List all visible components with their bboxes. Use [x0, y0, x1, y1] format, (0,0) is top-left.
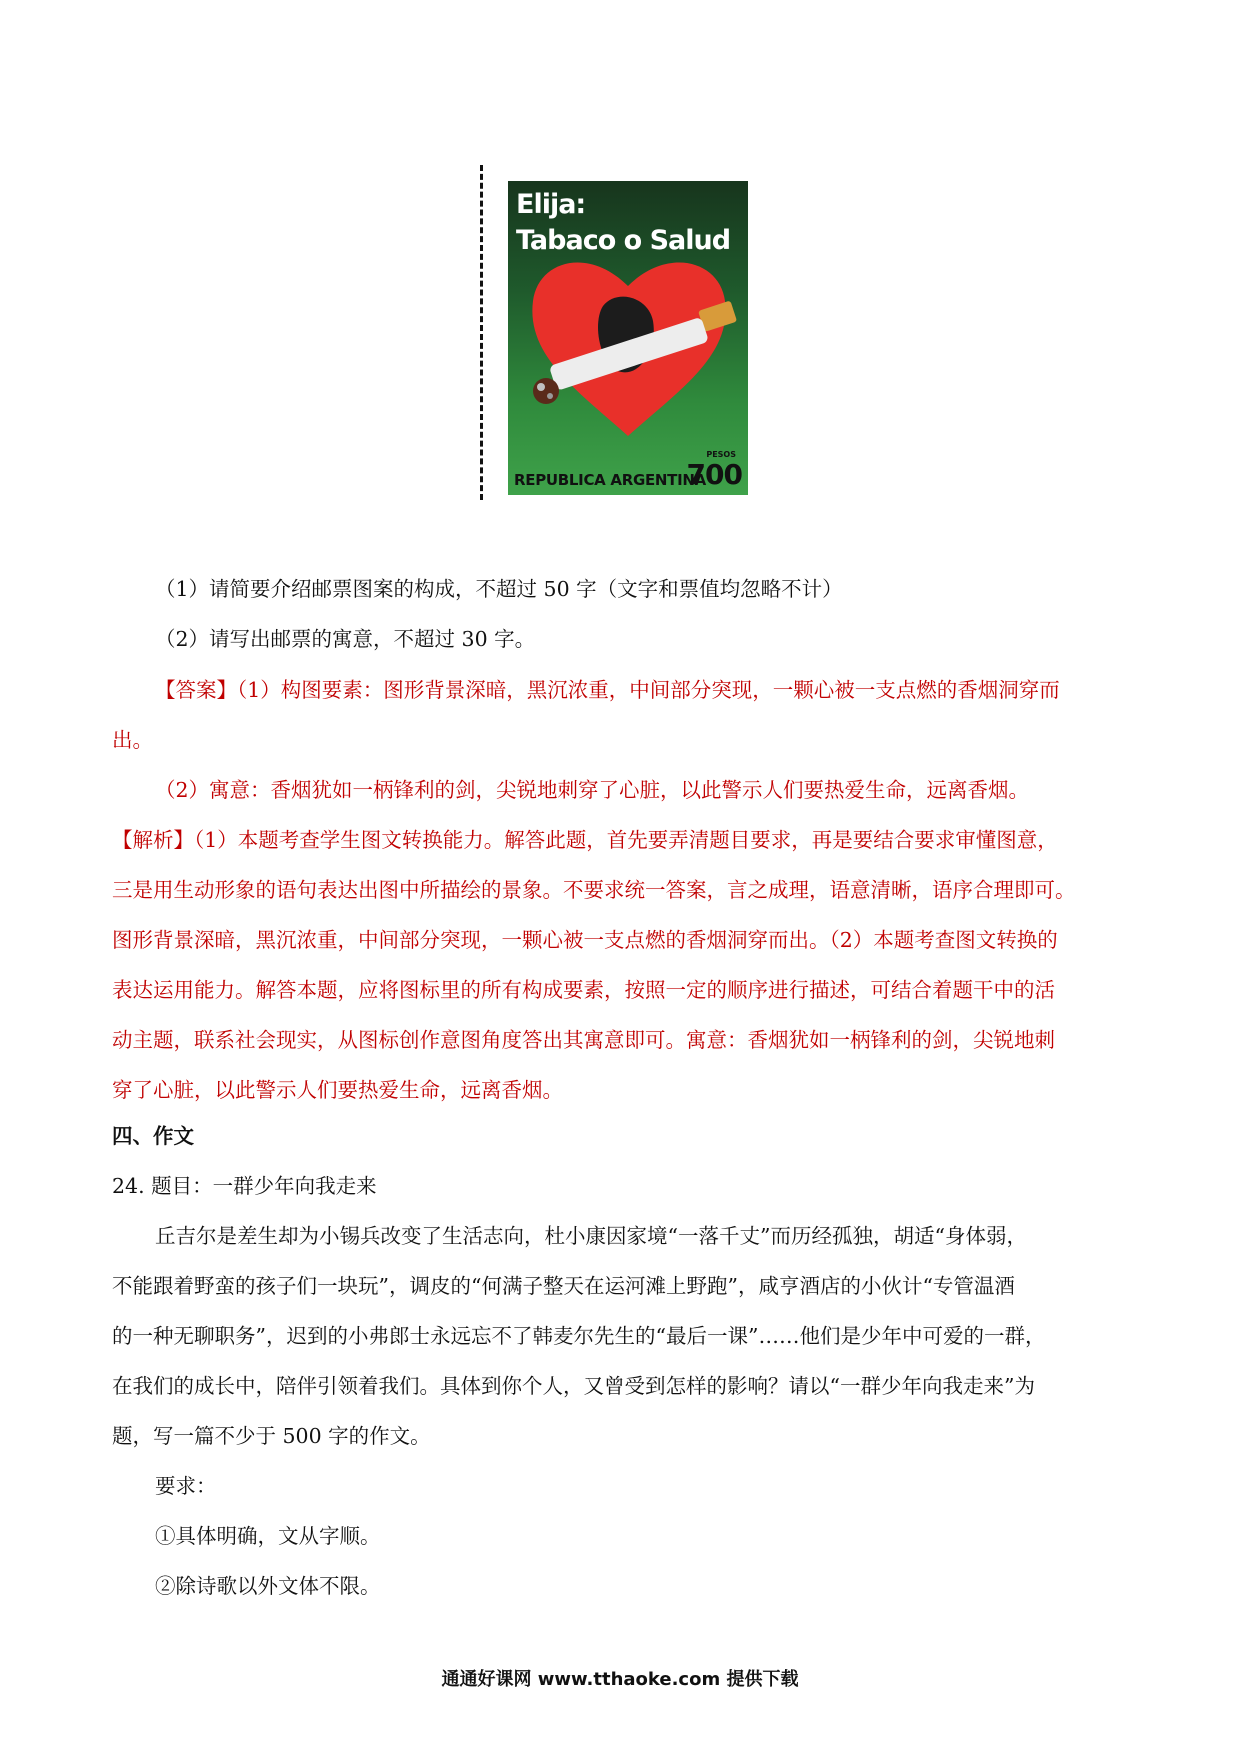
- analysis-label: 【解析】: [112, 828, 194, 852]
- prompt-line-4: 在我们的成长中，陪伴引领着我们。具体到你个人，又曾受到怎样的影响？请以“一群少年向我走来”为: [112, 1374, 1035, 1398]
- stamp-title-line1: Elija:: [516, 189, 586, 220]
- prompt-line-3: 的一种无聊职务”，迟到的小弗郎士永远忘不了韩麦尔先生的“最后一课”……他们是少年中可爱的一群，: [112, 1324, 1046, 1348]
- prompt-line-5: 题，写一篇不少于 500 字的作文。: [112, 1424, 431, 1448]
- requirements-label: 要求：: [155, 1474, 217, 1498]
- prompt-line-2: 不能跟着野蛮的孩子们一块玩”，调皮的“何满子整天在运河滩上野跑”，咸亨酒店的小伙计“专管温酒: [112, 1274, 1015, 1298]
- stamp-title-line2: Tabaco o Salud: [516, 225, 731, 256]
- section-heading: 四、作文: [112, 1124, 194, 1148]
- question-1: （1）请简要介绍邮票图案的构成，不超过 50 字（文字和票值均忽略不计）: [155, 577, 843, 601]
- answer-line-2: 出。: [112, 728, 153, 752]
- analysis-line-6: 穿了心脏，以此警示人们要热爱生命，远离香烟。: [112, 1078, 563, 1102]
- heart-cigarette-illustration: [508, 241, 748, 441]
- answer-label: 【答案】: [155, 678, 237, 702]
- answer-line-3: （2）寓意：香烟犹如一柄锋利的剑，尖锐地刺穿了心脏，以此警示人们要热爱生命，远离香烟。: [155, 778, 1030, 802]
- question-24: 24. 题目：一群少年向我走来: [112, 1174, 377, 1198]
- analysis-line-4: 表达运用能力。解答本题，应将图标里的所有构成要素，按照一定的顺序进行描述，可结合着题干中的活: [112, 978, 1055, 1002]
- requirement-1: ①具体明确，文从字顺。: [155, 1524, 381, 1548]
- analysis-line-2: 三是用生动形象的语句表达出图中所描绘的景象。不要求统一答案，言之成理，语意清晰，语序合理即可。: [112, 878, 1076, 902]
- cigarette-ember: [533, 378, 559, 404]
- prompt-line-1: 丘吉尔是差生却为小锡兵改变了生活志向，杜小康因家境“一落千丈”而历经孤独，胡适“身体弱，: [155, 1224, 1027, 1248]
- analysis-text-1: （1）本题考查学生图文转换能力。解答此题，首先要弄清题目要求，再是要结合要求审懂图意，: [194, 828, 1058, 852]
- requirement-2: ②除诗歌以外文体不限。: [155, 1574, 381, 1598]
- perforation-edge: [480, 165, 483, 500]
- analysis-line-1: [112, 826, 1058, 854]
- analysis-line-3: 图形背景深暗，黑沉浓重，中间部分突现，一颗心被一支点燃的香烟洞穿而出。（2）本题考查图文转换的: [112, 928, 1058, 952]
- stamp: [508, 181, 748, 495]
- stamp-value: 700: [686, 458, 742, 491]
- stamp-country: REPUBLICA ARGENTINA: [514, 471, 706, 489]
- question-2: （2）请写出邮票的寓意，不超过 30 字。: [155, 627, 536, 651]
- answer-text-1: （1）构图要素：图形背景深暗，黑沉浓重，中间部分突现，一颗心被一支点燃的香烟洞穿而: [237, 678, 1060, 702]
- footer: 通通好课网 www.tthaoke.com 提供下载: [441, 1669, 799, 1690]
- stamp-currency: PESOS: [706, 450, 736, 459]
- stamp-figure: [480, 165, 760, 500]
- answer-line-1: [155, 676, 1060, 704]
- analysis-line-5: 动主题，联系社会现实，从图标创作意图角度答出其寓意即可。寓意：香烟犹如一柄锋利的剑，尖锐地刺: [112, 1028, 1055, 1052]
